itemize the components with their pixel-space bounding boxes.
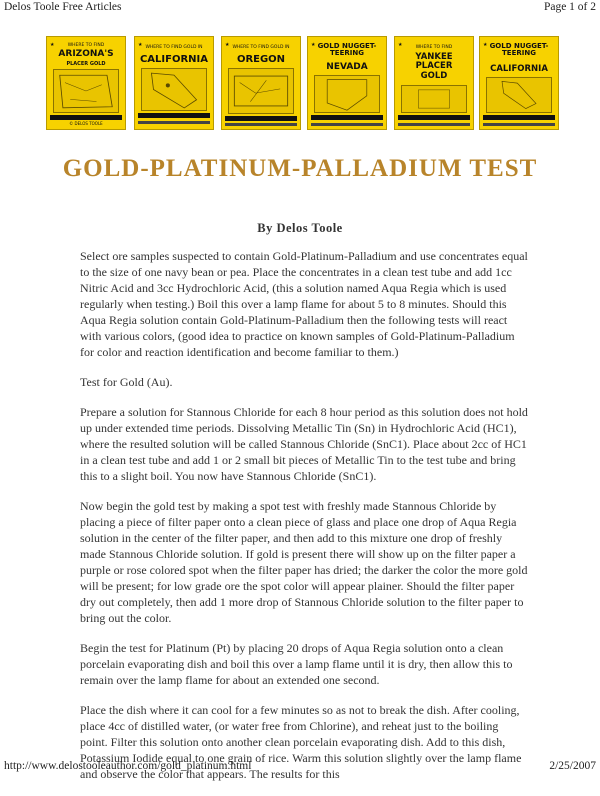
cover-tagline: WHERE TO FIND GOLD IN	[232, 45, 290, 50]
book-cover-yankee[interactable]	[394, 36, 474, 130]
star-icon: ★	[398, 42, 403, 48]
paragraph: Select ore samples suspected to contain Gold-Platinum-Palladium and use concentrates equal to the size of one navy bean or pea. Place the concentrates in a clean test tube and add 1cc Nitric Acid and 3cc Hydrochloric Acid, (this a solution named Aqua Regia which is used regularly when testing.) Boil this over a lamp flame for about 5 to 8 minutes. Should this Aqua Regia solution contain Gold-Platinum-Palladium then the following tests will react with various colors, (good idea to practice on known samples of Gold-Platinum-Palladium for color and reaction identification and become familiar to them.)	[80, 249, 528, 359]
paragraph: Test for Gold (Au).	[80, 375, 173, 389]
map-illustration	[228, 68, 294, 114]
paragraph: Begin the test for Platinum (Pt) by placing 20 drops of Aqua Regia solution onto a clean porcelain evaporating dish and boil this over a lamp flame until it is dry, then allow this to remain over the lamp flame for about an extended one second.	[80, 641, 513, 687]
map-illustration	[486, 77, 552, 113]
cover-title: ARIZONA'S	[58, 49, 114, 59]
cover-tagline: WHERE TO FIND	[67, 43, 105, 48]
cover-title: GOLD NUGGET-TEERING	[317, 42, 377, 57]
paragraph: Now begin the gold test by making a spot test with freshly made Stannous Chloride by placing a piece of filter paper onto a clean piece of glass and place one drop of Aqua Regia solution in the center of the filter paper, and then add to this mixture one drop of freshly made Stannous Chloride solution. If gold is present there will show up on the filter paper a purple or rose colored spot when the filter paper has dried; the darker the color the more gold will be present; for low grade ore the spot color will appear plainer. Should the filter paper dry out completely, then add 1 more drop of Stannous Chloride solution to the filter paper to bring out the color.	[80, 499, 528, 625]
book-cover-oregon[interactable]	[221, 36, 301, 130]
star-icon: ★	[225, 42, 230, 48]
page-url: http://www.delostooleauthor.com/gold_platinum.html	[4, 760, 252, 772]
paragraph: Place the dish where it can cool for a few minutes so as not to break the dish. After cooling, place 4cc of distilled water, (or water free from Chlorine), and reheat just to the boiling point. Filter this solution onto another clean porcelain evaporating dish. Add to this dish, Potassium Iodide equal to one grain of rice. Warm this solution slightly over the lamp flame and observe the color that appears. The results for this	[80, 703, 522, 781]
article-title: GOLD-PLATINUM-PALLADIUM TEST	[62, 155, 538, 182]
book-cover-california[interactable]	[134, 36, 214, 130]
map-illustration	[141, 68, 207, 111]
book-cover-nevada[interactable]	[307, 36, 387, 130]
cover-subtitle: CALIFORNIA	[490, 64, 548, 74]
cover-title: YANKEE PLACER GOLD	[415, 52, 453, 81]
cover-subtitle: NEVADA	[326, 62, 368, 72]
page-number: Page 1 of 2	[543, 1, 596, 13]
star-icon: ★	[483, 42, 488, 48]
cover-title: CALIFORNIA	[139, 54, 209, 65]
map-illustration	[314, 75, 380, 113]
map-illustration	[53, 69, 119, 113]
cover-subtitle: PLACER GOLD	[66, 61, 106, 67]
star-icon: ★	[311, 42, 316, 48]
cover-author: © DELOS TOOLE	[69, 121, 103, 126]
cover-tagline: WHERE TO FIND GOLD IN	[145, 45, 203, 50]
star-icon: ★	[50, 42, 55, 48]
cover-title: OREGON	[236, 54, 286, 65]
book-cover-arizona[interactable]	[46, 36, 126, 130]
book-cover-nugget-california[interactable]	[479, 36, 559, 130]
star-icon: ★	[138, 42, 143, 48]
paragraph: Prepare a solution for Stannous Chloride for each 8 hour period as this solution does not hold up under extended time periods. Dissolving Metallic Tin (Sn) in Hydrochloric Acid (HC1), where the resulted solution will be called Stannous Chloride (SnC1). Place about 2cc of HC1 in a clean test tube and add 1 or 2 small bit pieces of Metallic Tin to the test tube and bring this to a slight boil. You now have Stannous Chloride (SnC1).	[80, 405, 528, 483]
page-header-title: Delos Toole Free Articles	[4, 1, 122, 13]
print-date: 2/25/2007	[549, 760, 596, 772]
article-byline: By Delos Toole	[257, 221, 343, 235]
map-illustration	[401, 85, 467, 113]
article-body	[80, 248, 528, 796]
cover-title: GOLD NUGGET-TEERING	[489, 42, 549, 57]
cover-tagline: WHERE TO FIND	[415, 45, 453, 50]
